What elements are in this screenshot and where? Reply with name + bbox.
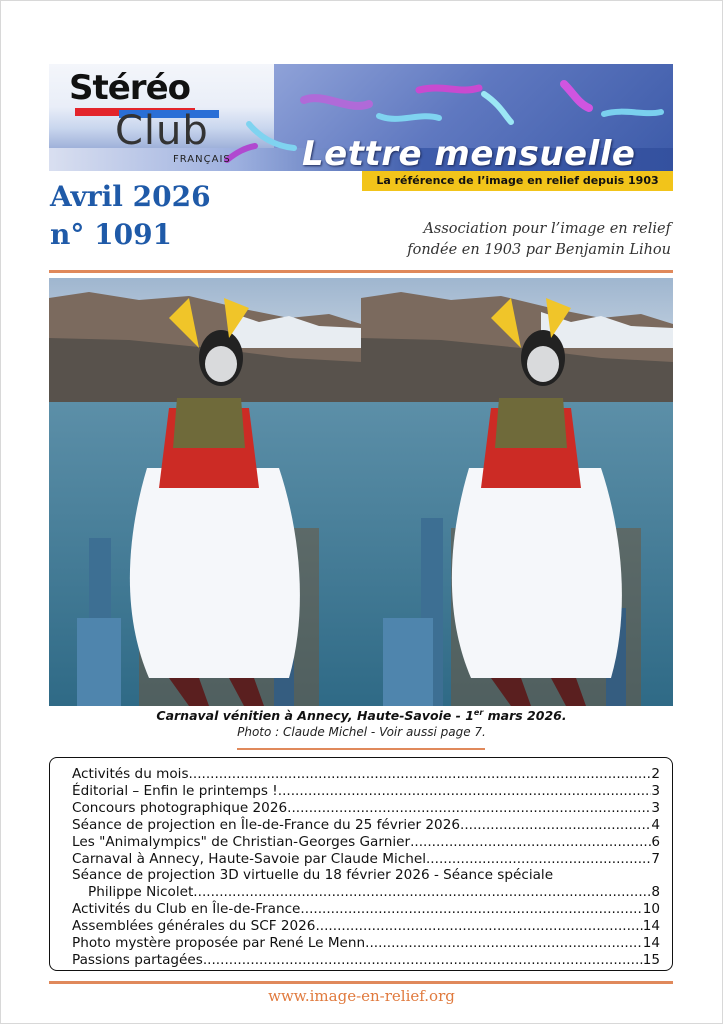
toc-leader-dots [315, 918, 642, 935]
toc-item-page: 15 [642, 951, 660, 968]
divider-top [49, 270, 673, 273]
toc-leader-dots [300, 901, 642, 918]
caption-text-after: mars 2026. [483, 708, 567, 724]
toc-item-page: 6 [651, 833, 660, 850]
tagline: La référence de l’image en relief depuis 1903 [362, 171, 673, 191]
toc-item-page: 7 [651, 850, 660, 867]
divider-caption [237, 748, 485, 750]
toc-item-page: 3 [651, 799, 660, 816]
logo-francais: FRANÇAIS [173, 154, 231, 165]
issue-number: n° 1091 [50, 218, 173, 251]
divider-bottom [49, 981, 673, 984]
toc-list [72, 766, 660, 969]
toc-leader-dots [460, 817, 651, 834]
toc-item-title: Séance de projection 3D virtuelle du 18 février 2026 - Séance spéciale [72, 867, 554, 884]
toc-item[interactable] [72, 918, 660, 935]
toc-item-page: 14 [642, 918, 660, 935]
toc-item[interactable] [72, 783, 660, 800]
toc-item-title: Photo mystère proposée par René Le Menn [72, 935, 366, 952]
toc-leader-dots [278, 783, 652, 800]
toc-item-page: 4 [651, 816, 660, 833]
stereo-photo-pair [49, 278, 673, 706]
toc-item[interactable] [72, 952, 660, 969]
toc-item-title: Carnaval à Annecy, Haute-Savoie par Claude Michel [72, 850, 426, 867]
toc-item-title: Éditorial – Enfin le printemps ! [72, 782, 278, 799]
photo-credit: Photo : Claude Michel - Voir aussi page 7. [237, 725, 486, 739]
toc-item-title: Activités du Club en Île-de-France [72, 901, 301, 918]
association-line-2: fondée en 1903 par Benjamin Lihou [407, 242, 671, 258]
toc-leader-dots [410, 834, 651, 851]
toc-leader-dots [426, 851, 651, 868]
toc-item[interactable] [72, 817, 660, 834]
logo-stereo: Stéréo [69, 68, 190, 108]
stereo-photo-right [361, 278, 673, 706]
toc-item[interactable] [72, 834, 660, 851]
toc-item-page: 3 [651, 782, 660, 799]
toc-item-title: Assemblées générales du SCF 2026 [72, 918, 316, 935]
logo-club: Club [115, 108, 209, 154]
photo-caption [0, 708, 723, 723]
toc-item-page: 8 [651, 884, 660, 901]
issue-month: Avril 2026 [50, 180, 211, 213]
toc-item[interactable] [72, 851, 660, 868]
toc-item-title-continued: Philippe Nicolet [88, 884, 194, 901]
toc-leader-dots [193, 884, 651, 901]
header-banner [49, 64, 673, 171]
toc-item[interactable] [72, 867, 660, 901]
association-line-1: Association pour l’image en relief [423, 221, 671, 237]
toc-item-page: 14 [642, 935, 660, 952]
toc-item-title: Passions partagées [72, 951, 203, 968]
toc-item-title: Concours photographique 2026 [72, 799, 288, 816]
footer-website-link[interactable]: www.image-en-relief.org [268, 987, 455, 1005]
toc-item[interactable] [72, 766, 660, 783]
newsletter-title: Lettre mensuelle [302, 134, 636, 171]
toc-item-page: 10 [642, 901, 660, 918]
toc-item[interactable] [72, 901, 660, 918]
toc-item[interactable] [72, 800, 660, 817]
toc-item[interactable] [72, 935, 660, 952]
association-text [407, 219, 671, 261]
toc-leader-dots [203, 952, 643, 969]
toc-item-title: Séance de projection en Île-de-France du 25 février 2026 [72, 816, 461, 833]
toc-leader-dots [189, 766, 652, 783]
toc-item-title: Les "Animalympics" de Christian-Georges Garnier [72, 833, 411, 850]
caption-superscript: er [473, 708, 484, 717]
caption-text-before: Carnaval vénitien à Annecy, Haute-Savoie - 1 [156, 708, 474, 724]
stereo-photo-left [49, 278, 361, 706]
table-of-contents [49, 757, 673, 971]
toc-leader-dots [365, 935, 643, 952]
toc-leader-dots [287, 800, 651, 817]
toc-item-title: Activités du mois [72, 766, 189, 782]
toc-item-page: 2 [651, 766, 660, 782]
